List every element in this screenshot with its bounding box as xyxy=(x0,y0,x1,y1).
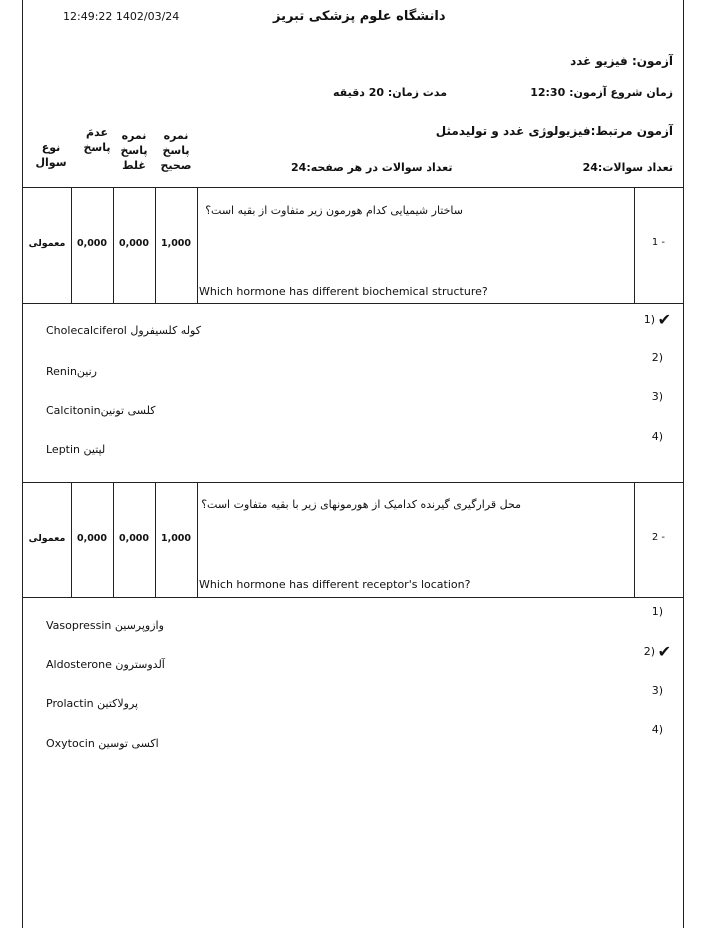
option-number[interactable]: 1) xyxy=(651,605,663,618)
option-number[interactable]: 3) xyxy=(651,390,663,403)
start-time: زمان شروع آزمون: 12:30 xyxy=(530,86,673,99)
timestamp: 12:49:22 1402/03/24 xyxy=(63,10,180,23)
option-number[interactable]: 4) xyxy=(651,723,663,736)
option-number[interactable]: 2) xyxy=(651,351,663,364)
check-icon: ✔ xyxy=(657,642,671,661)
score-no-answer: 0,000 xyxy=(76,533,108,544)
option-number[interactable]: 3) xyxy=(651,684,663,697)
question-row xyxy=(23,482,683,598)
option-text[interactable]: Cholecalciferol کوله کلسیفرول xyxy=(46,324,201,337)
column-correct: نمره پاسخ صحیح xyxy=(160,129,192,172)
question-number: 1 - xyxy=(651,237,665,248)
option-text[interactable]: Calcitoninکلسی تونین xyxy=(46,404,156,417)
question-number: 2 - xyxy=(651,532,665,543)
column-type: نوع سوال xyxy=(35,141,67,169)
check-icon: ✔ xyxy=(657,310,671,329)
option-number[interactable]: 1) xyxy=(643,313,655,326)
question-text-en: Which hormone has different receptor's location? xyxy=(199,578,471,591)
question-text-en: Which hormone has different biochemical structure? xyxy=(199,285,488,298)
option-text[interactable]: Vasopressin وازوپرسین xyxy=(46,619,164,632)
university-title: دانشگاه علوم پزشکی تبریز xyxy=(273,9,446,24)
option-number[interactable]: 4) xyxy=(651,430,663,443)
score-correct: 1,000 xyxy=(160,533,192,544)
question-type: معمولی xyxy=(28,238,66,249)
questions-per-page: تعداد سوالات در هر صفحه:24 xyxy=(291,161,453,174)
option-text[interactable]: Leptin لپتین xyxy=(46,443,106,456)
score-wrong: 0,000 xyxy=(118,533,150,544)
option-text[interactable]: Oxytocin اکسی توسین xyxy=(46,737,159,750)
column-no-answer: عدمَ پاسخ xyxy=(83,126,111,154)
option-number[interactable]: 2) xyxy=(643,645,655,658)
question-count: تعداد سوالات:24 xyxy=(582,161,673,174)
option-text[interactable]: Aldosterone آلدوسترون xyxy=(46,658,165,671)
question-text-fa: محل قرارگیری گیرنده کدامیک از هورمونهای زیر با بقیه متفاوت است؟ xyxy=(201,498,521,511)
option-text[interactable]: Prolactin پرولاکتین xyxy=(46,697,139,710)
related-exam: آزمون مرتبط:فیزیولوژی غدد و تولیدمثل xyxy=(435,124,673,138)
exam-name: آزمون: فیزیو غدد xyxy=(570,54,673,68)
option-text[interactable]: Reninرنین xyxy=(46,365,97,378)
score-no-answer: 0,000 xyxy=(76,238,108,249)
score-correct: 1,000 xyxy=(160,238,192,249)
exam-sheet xyxy=(22,0,684,928)
question-row xyxy=(23,187,683,304)
question-text-fa: ساختار شیمیایی کدام هورمون زیر متفاوت از بقیه است؟ xyxy=(205,204,463,217)
score-wrong: 0,000 xyxy=(118,238,150,249)
column-wrong: نمره پاسخ غلط xyxy=(120,129,148,172)
question-type: معمولی xyxy=(28,533,66,544)
duration: مدت زمان: 20 دقیقه xyxy=(333,86,448,99)
